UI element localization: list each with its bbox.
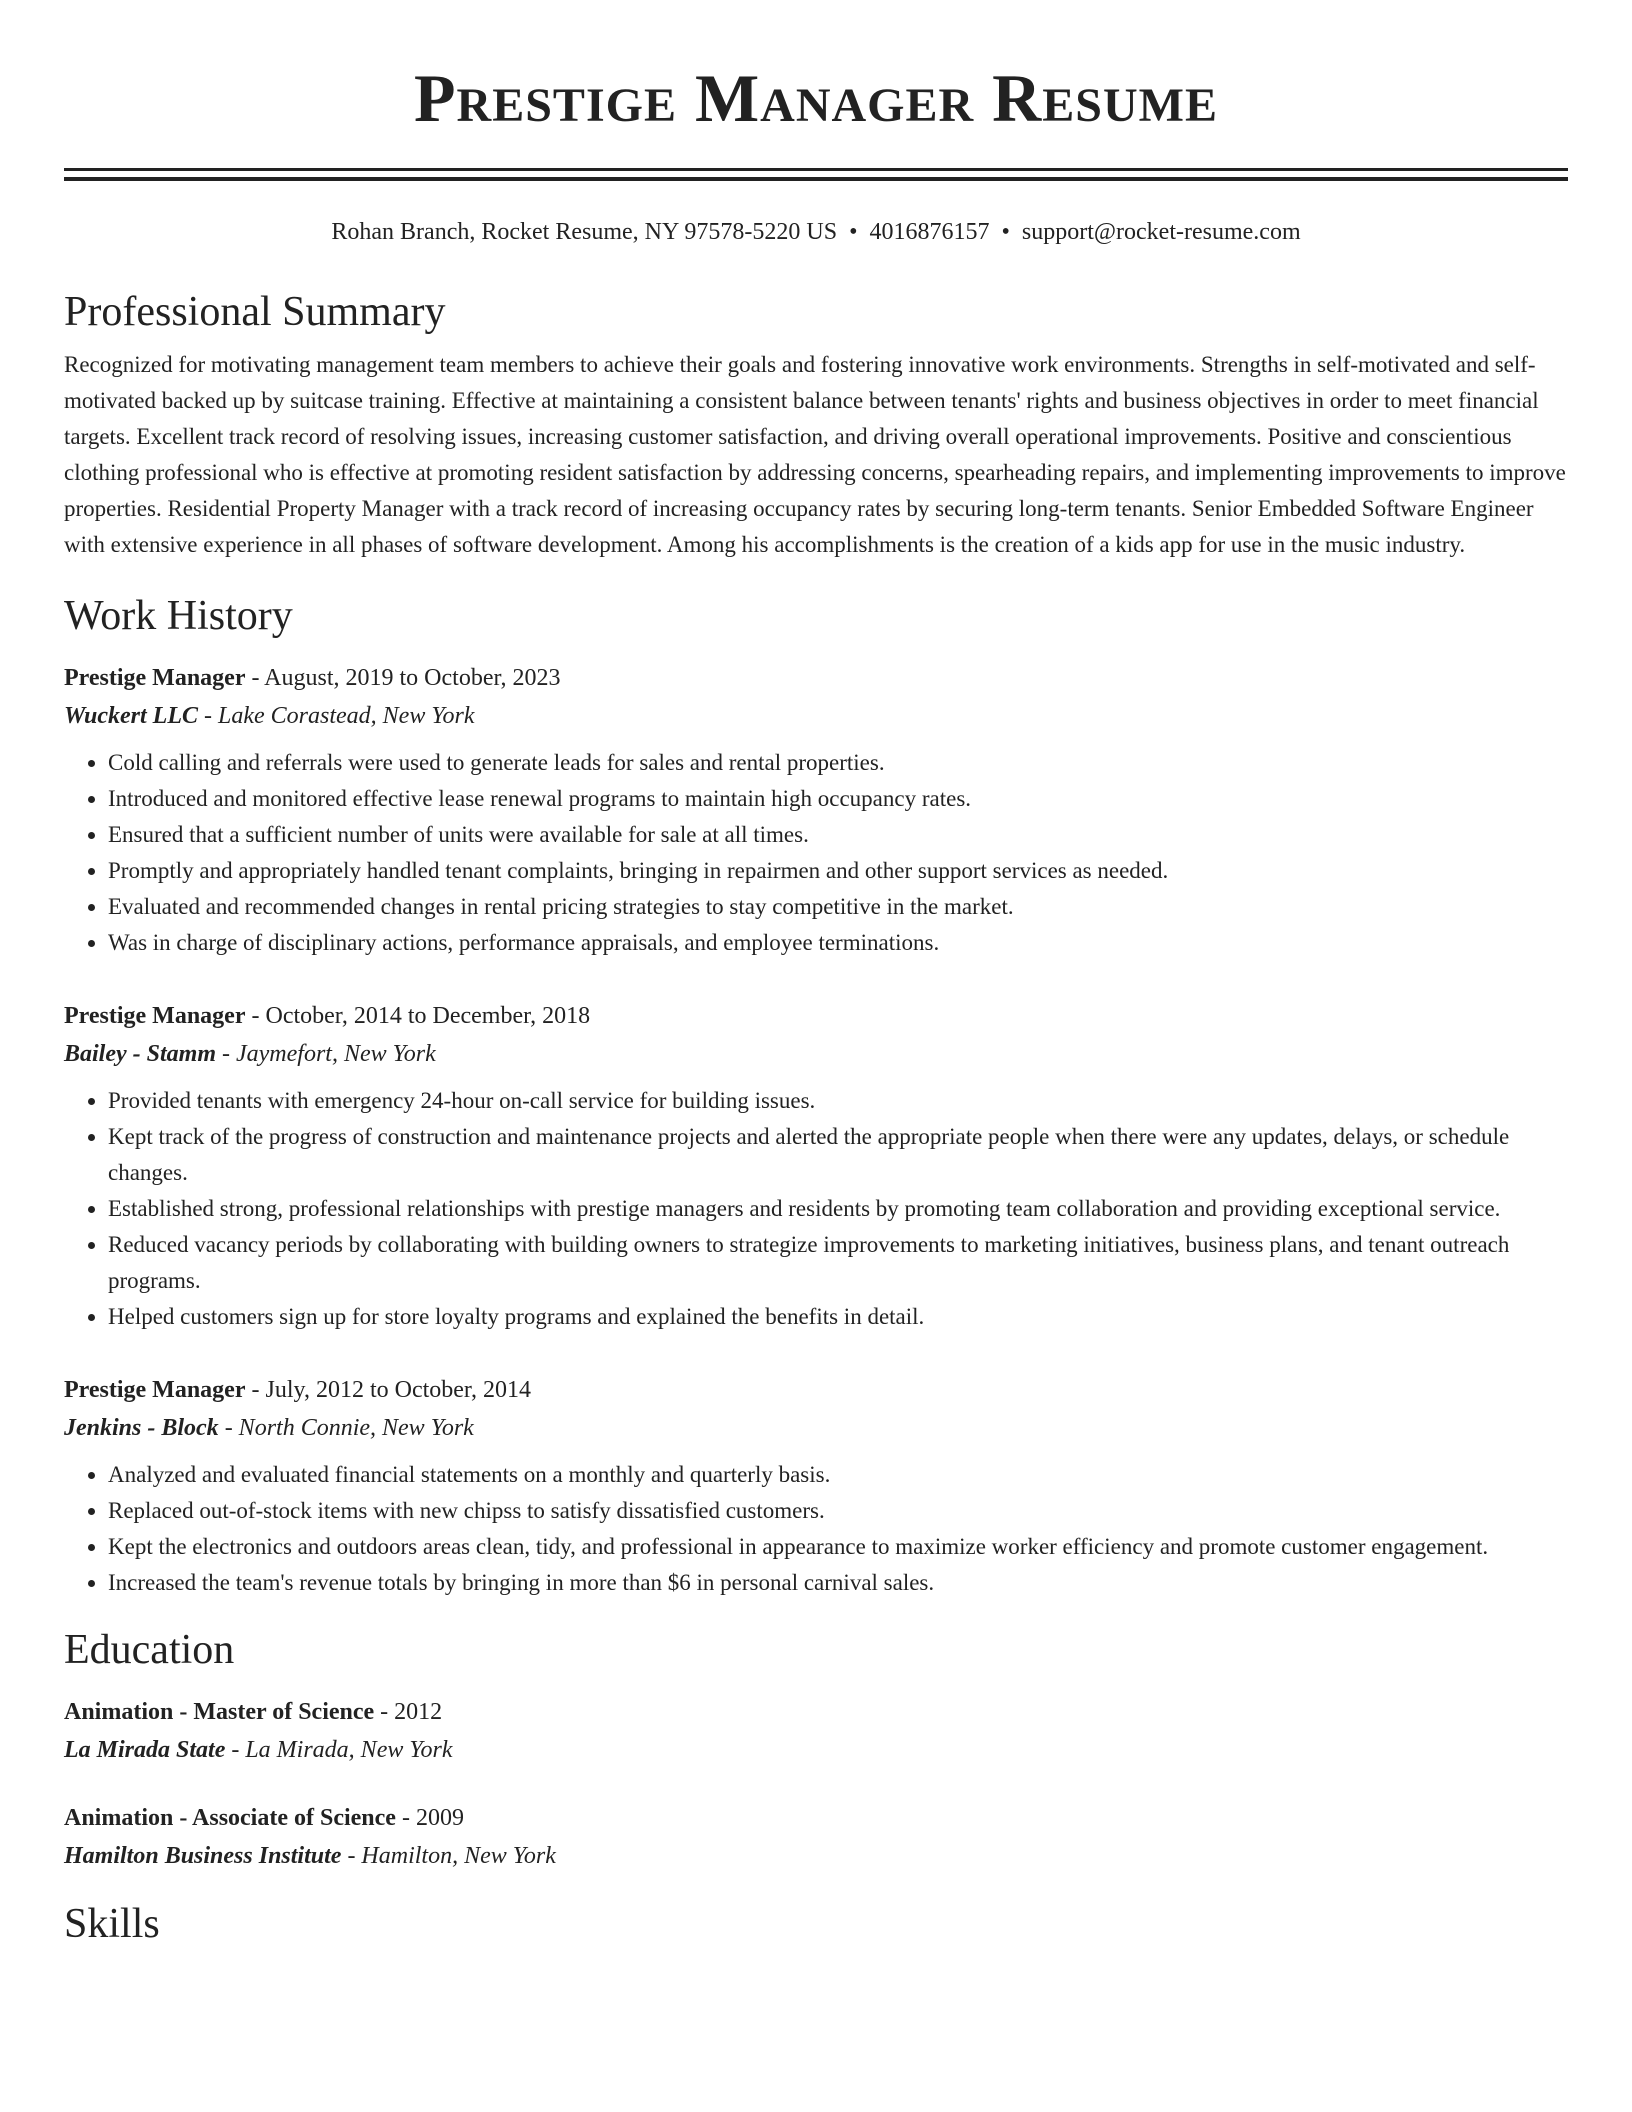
job-dates: - August, 2019 to October, 2023 bbox=[245, 665, 561, 691]
job-bullets bbox=[64, 1457, 1568, 1601]
work-history-heading: Work History bbox=[64, 593, 293, 639]
job-bullet: • Promptly and appropriately handled tenant complaints, bringing in repairmen and other support services as needed. bbox=[108, 853, 1568, 889]
job-bullet: • Helped customers sign up for store loyalty programs and explained the benefits in detail. bbox=[108, 1299, 1568, 1335]
job-company: Wuckert LLC bbox=[64, 703, 199, 729]
resume-title: Prestige Manager Resume bbox=[414, 60, 1218, 136]
contact-line bbox=[64, 217, 1568, 247]
job-bullet: • Evaluated and recommended changes in rental pricing strategies to stay competitive in the market. bbox=[108, 889, 1568, 925]
summary-text: Recognized for motivating management team members to achieve their goals and fostering innovative work environments. Strengths in self-motivated and self-motivated backed up by suitcase training. Effective at maintaining a consistent balance between tenants' rights and business objectives in order to meet financial targets. Excellent track record of resolving issues, increasing customer satisfaction, and driving overall operational improvements. Positive and conscientious clothing professional who is effective at promoting resident satisfaction by addressing concerns, spearheading repairs, and implementing improvements to improve properties. Residential Property Manager with a track record of increasing occupancy rates by securing long-term tenants. Senior Embedded Software Engineer with extensive experience in all phases of software development. Among his accomplishments is the creation of a kids app for use in the music industry. bbox=[64, 352, 1566, 557]
job-bullet: • Ensured that a sufficient number of units were available for sale at all times. bbox=[108, 817, 1568, 853]
job-bullet: • Replaced out-of-stock items with new chipss to satisfy dissatisfied customers. bbox=[108, 1493, 1568, 1529]
job-bullet: • Analyzed and evaluated financial statements on a monthly and quarterly basis. bbox=[108, 1457, 1568, 1493]
resume-page bbox=[64, 0, 1568, 1949]
job-bullet: • Kept the electronics and outdoors areas clean, tidy, and professional in appearance to maximize worker efficiency and promote customer engagement. bbox=[108, 1529, 1568, 1565]
job-header bbox=[64, 659, 1568, 697]
job-location: - North Connie, New York bbox=[218, 1415, 474, 1441]
education-header bbox=[64, 1693, 1568, 1731]
job-company: Jenkins - Block bbox=[64, 1415, 219, 1441]
job-dates: - July, 2012 to October, 2014 bbox=[245, 1377, 531, 1403]
job-location: - Jaymefort, New York bbox=[216, 1041, 436, 1067]
title-divider-top bbox=[64, 168, 1568, 171]
education-heading: Education bbox=[64, 1627, 235, 1673]
job-employer bbox=[64, 697, 1568, 735]
education-school: Hamilton Business Institute bbox=[64, 1843, 342, 1869]
education-location: - La Mirada, New York bbox=[225, 1737, 453, 1763]
job-header bbox=[64, 1371, 1568, 1409]
job-entry bbox=[64, 1371, 1568, 1601]
job-entry bbox=[64, 997, 1568, 1335]
job-bullets bbox=[64, 745, 1568, 961]
education-institution bbox=[64, 1837, 1568, 1875]
job-location: - Lake Corastead, New York bbox=[198, 703, 475, 729]
job-title: Prestige Manager bbox=[64, 1003, 246, 1029]
skills-heading: Skills bbox=[64, 1901, 160, 1947]
job-bullet: • Reduced vacancy periods by collaborating with building owners to strategize improvements to marketing initiatives, business plans, and tenant outreach programs. bbox=[108, 1227, 1568, 1299]
summary-section bbox=[64, 287, 1568, 563]
job-bullet: • Cold calling and referrals were used to generate leads for sales and rental properties. bbox=[108, 745, 1568, 781]
education-location: - Hamilton, New York bbox=[341, 1843, 556, 1869]
job-bullet: • Was in charge of disciplinary actions, performance appraisals, and employee terminations. bbox=[108, 925, 1568, 961]
job-bullet: • Established strong, professional relationships with prestige managers and residents by promoting team collaboration and providing exceptional service. bbox=[108, 1191, 1568, 1227]
contact-email: support@rocket-resume.com bbox=[1021, 219, 1301, 245]
contact-address: Rohan Branch, Rocket Resume, NY 97578-5220 US bbox=[331, 219, 838, 245]
job-dates: - October, 2014 to December, 2018 bbox=[245, 1003, 591, 1029]
job-entry bbox=[64, 659, 1568, 961]
job-employer bbox=[64, 1409, 1568, 1447]
summary-heading: Professional Summary bbox=[64, 289, 446, 335]
education-section bbox=[64, 1625, 1568, 1875]
job-bullet: • Introduced and monitored effective lease renewal programs to maintain high occupancy rates. bbox=[108, 781, 1568, 817]
education-year: - 2012 bbox=[374, 1699, 443, 1725]
education-entry bbox=[64, 1693, 1568, 1769]
job-bullet: • Increased the team's revenue totals by bringing in more than $6 in personal carnival sales. bbox=[108, 1565, 1568, 1601]
job-title: Prestige Manager bbox=[64, 665, 246, 691]
contact-separator: • bbox=[1001, 219, 1010, 245]
education-degree: Animation - Master of Science bbox=[64, 1699, 375, 1725]
job-bullet: • Provided tenants with emergency 24-hour on-call service for building issues. bbox=[108, 1083, 1568, 1119]
job-title: Prestige Manager bbox=[64, 1377, 246, 1403]
education-entry bbox=[64, 1799, 1568, 1875]
education-header bbox=[64, 1799, 1568, 1837]
contact-phone: 4016876157 bbox=[869, 219, 990, 245]
contact-separator: • bbox=[849, 219, 858, 245]
education-institution bbox=[64, 1731, 1568, 1769]
job-bullets bbox=[64, 1083, 1568, 1335]
job-employer bbox=[64, 1035, 1568, 1073]
education-year: - 2009 bbox=[395, 1805, 464, 1831]
title-divider-bottom bbox=[64, 177, 1568, 181]
job-header bbox=[64, 997, 1568, 1035]
job-bullet: • Kept track of the progress of construction and maintenance projects and alerted the appropriate people when there were any updates, delays, or schedule changes. bbox=[108, 1119, 1568, 1191]
education-degree: Animation - Associate of Science bbox=[64, 1805, 396, 1831]
job-company: Bailey - Stamm bbox=[64, 1041, 216, 1067]
work-history-section bbox=[64, 591, 1568, 1601]
skills-section bbox=[64, 1899, 1568, 1949]
education-school: La Mirada State bbox=[64, 1737, 226, 1763]
